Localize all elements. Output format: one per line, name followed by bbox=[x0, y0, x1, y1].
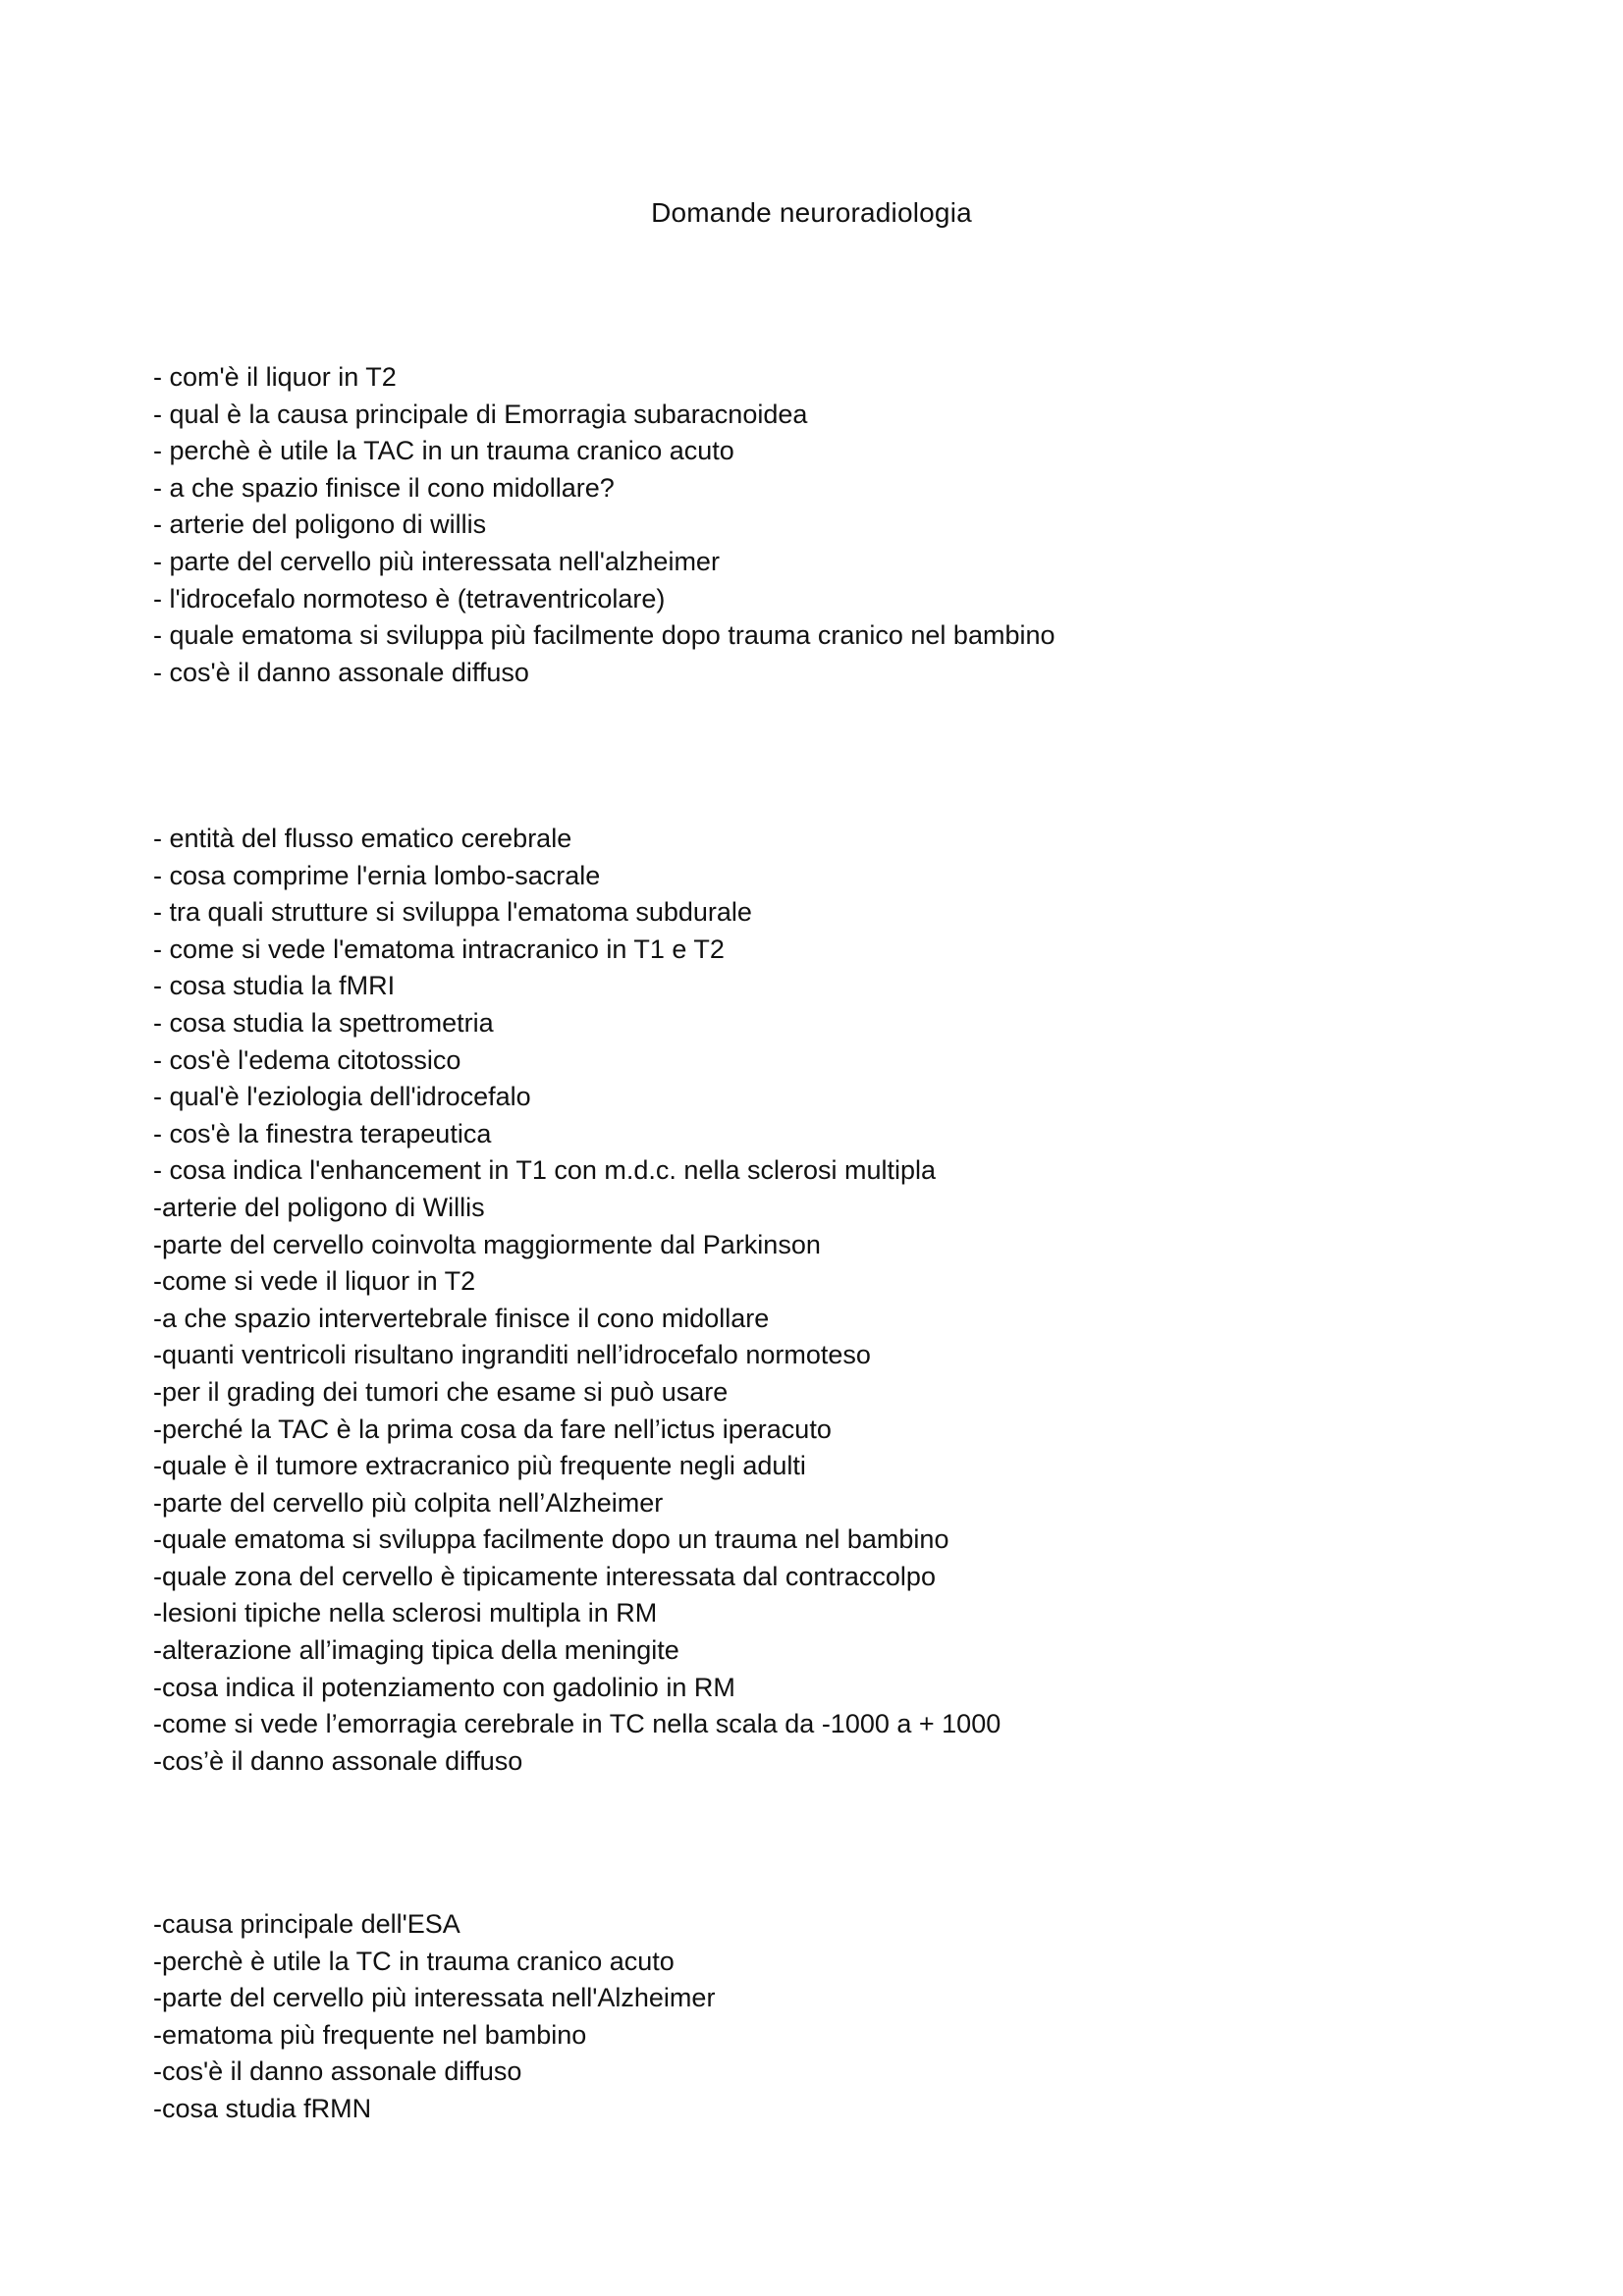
question-item: -cos'è il danno assonale diffuso bbox=[153, 2056, 522, 2087]
question-item: -parte del cervello più interessata nell'Alzheimer bbox=[153, 1983, 716, 2013]
question-item: -perché la TAC è la prima cosa da fare nell’ictus iperacuto bbox=[153, 1414, 832, 1444]
question-item: -parte del cervello coinvolta maggiormente dal Parkinson bbox=[153, 1229, 821, 1259]
question-item: -arterie del poligono di Willis bbox=[153, 1192, 485, 1222]
question-item: -per il grading dei tumori che esame si può usare bbox=[153, 1376, 729, 1407]
question-list-3 bbox=[153, 1906, 715, 2128]
question-item: - cosa indica l'enhancement in T1 con m.d.c. nella sclerosi multipla bbox=[153, 1155, 937, 1186]
question-item: - arterie del poligono di willis bbox=[153, 509, 487, 540]
question-item: -quale è il tumore extracranico più frequente negli adulti bbox=[153, 1451, 806, 1481]
document-title: Domande neuroradiologia bbox=[651, 197, 972, 228]
question-item: - cos'è il danno assonale diffuso bbox=[153, 657, 529, 687]
question-item: - qual'è l'eziologia dell'idrocefalo bbox=[153, 1082, 531, 1112]
question-item: - l'idrocefalo normoteso è (tetraventricolare) bbox=[153, 583, 666, 614]
question-item: - quale ematoma si sviluppa più facilmente dopo trauma cranico nel bambino bbox=[153, 620, 1055, 651]
question-item: - tra quali strutture si sviluppa l'ematoma subdurale bbox=[153, 897, 752, 928]
question-item: -come si vede il liquor in T2 bbox=[153, 1266, 476, 1297]
question-item: -quale ematoma si sviluppa facilmente dopo un trauma nel bambino bbox=[153, 1524, 949, 1555]
question-item: - come si vede l'ematoma intracranico in T1 e T2 bbox=[153, 934, 725, 964]
question-item: - qual è la causa principale di Emorragia subaracnoidea bbox=[153, 399, 808, 429]
question-item: - cos'è la finestra terapeutica bbox=[153, 1118, 492, 1148]
question-item: -quale zona del cervello è tipicamente interessata dal contraccolpo bbox=[153, 1561, 936, 1591]
question-item: -causa principale dell'ESA bbox=[153, 1909, 460, 1939]
question-list-1 bbox=[153, 359, 1055, 691]
question-item: - cos'è l'edema citotossico bbox=[153, 1044, 461, 1075]
question-item: -cos’è il danno assonale diffuso bbox=[153, 1745, 523, 1776]
question-item: -alterazione all’imaging tipica della meningite bbox=[153, 1635, 679, 1666]
question-item: - entità del flusso ematico cerebrale bbox=[153, 824, 572, 853]
question-item: -parte del cervello più colpita nell’Alzheimer bbox=[153, 1487, 664, 1518]
question-item: -quanti ventricoli risultano ingranditi nell’idrocefalo normoteso bbox=[153, 1340, 871, 1370]
question-item: -perchè è utile la TC in trauma cranico acuto bbox=[153, 1946, 675, 1976]
question-item: - cosa studia la spettrometria bbox=[153, 1007, 494, 1038]
question-item: -come si vede l’emorragia cerebrale in TC nella scala da -1000 a + 1000 bbox=[153, 1709, 1001, 1739]
question-item: - cosa comprime l'ernia lombo-sacrale bbox=[153, 860, 601, 890]
question-item: -cosa indica il potenziamento con gadolinio in RM bbox=[153, 1672, 735, 1702]
question-item: - cosa studia la fMRI bbox=[153, 971, 396, 1001]
question-item: - parte del cervello più interessata nell'alzheimer bbox=[153, 546, 720, 576]
question-item: - com'è il liquor in T2 bbox=[153, 362, 397, 392]
question-item: - a che spazio finisce il cono midollare? bbox=[153, 472, 615, 503]
question-item: -a che spazio intervertebrale finisce il cono midollare bbox=[153, 1303, 770, 1333]
question-item: - perchè è utile la TAC in un trauma cranico acuto bbox=[153, 436, 734, 466]
question-item: -ematoma più frequente nel bambino bbox=[153, 2019, 587, 2050]
question-item: -cosa studia fRMN bbox=[153, 2093, 372, 2123]
question-item: -lesioni tipiche nella sclerosi multipla in RM bbox=[153, 1598, 658, 1629]
question-list-2 bbox=[153, 821, 1001, 1780]
